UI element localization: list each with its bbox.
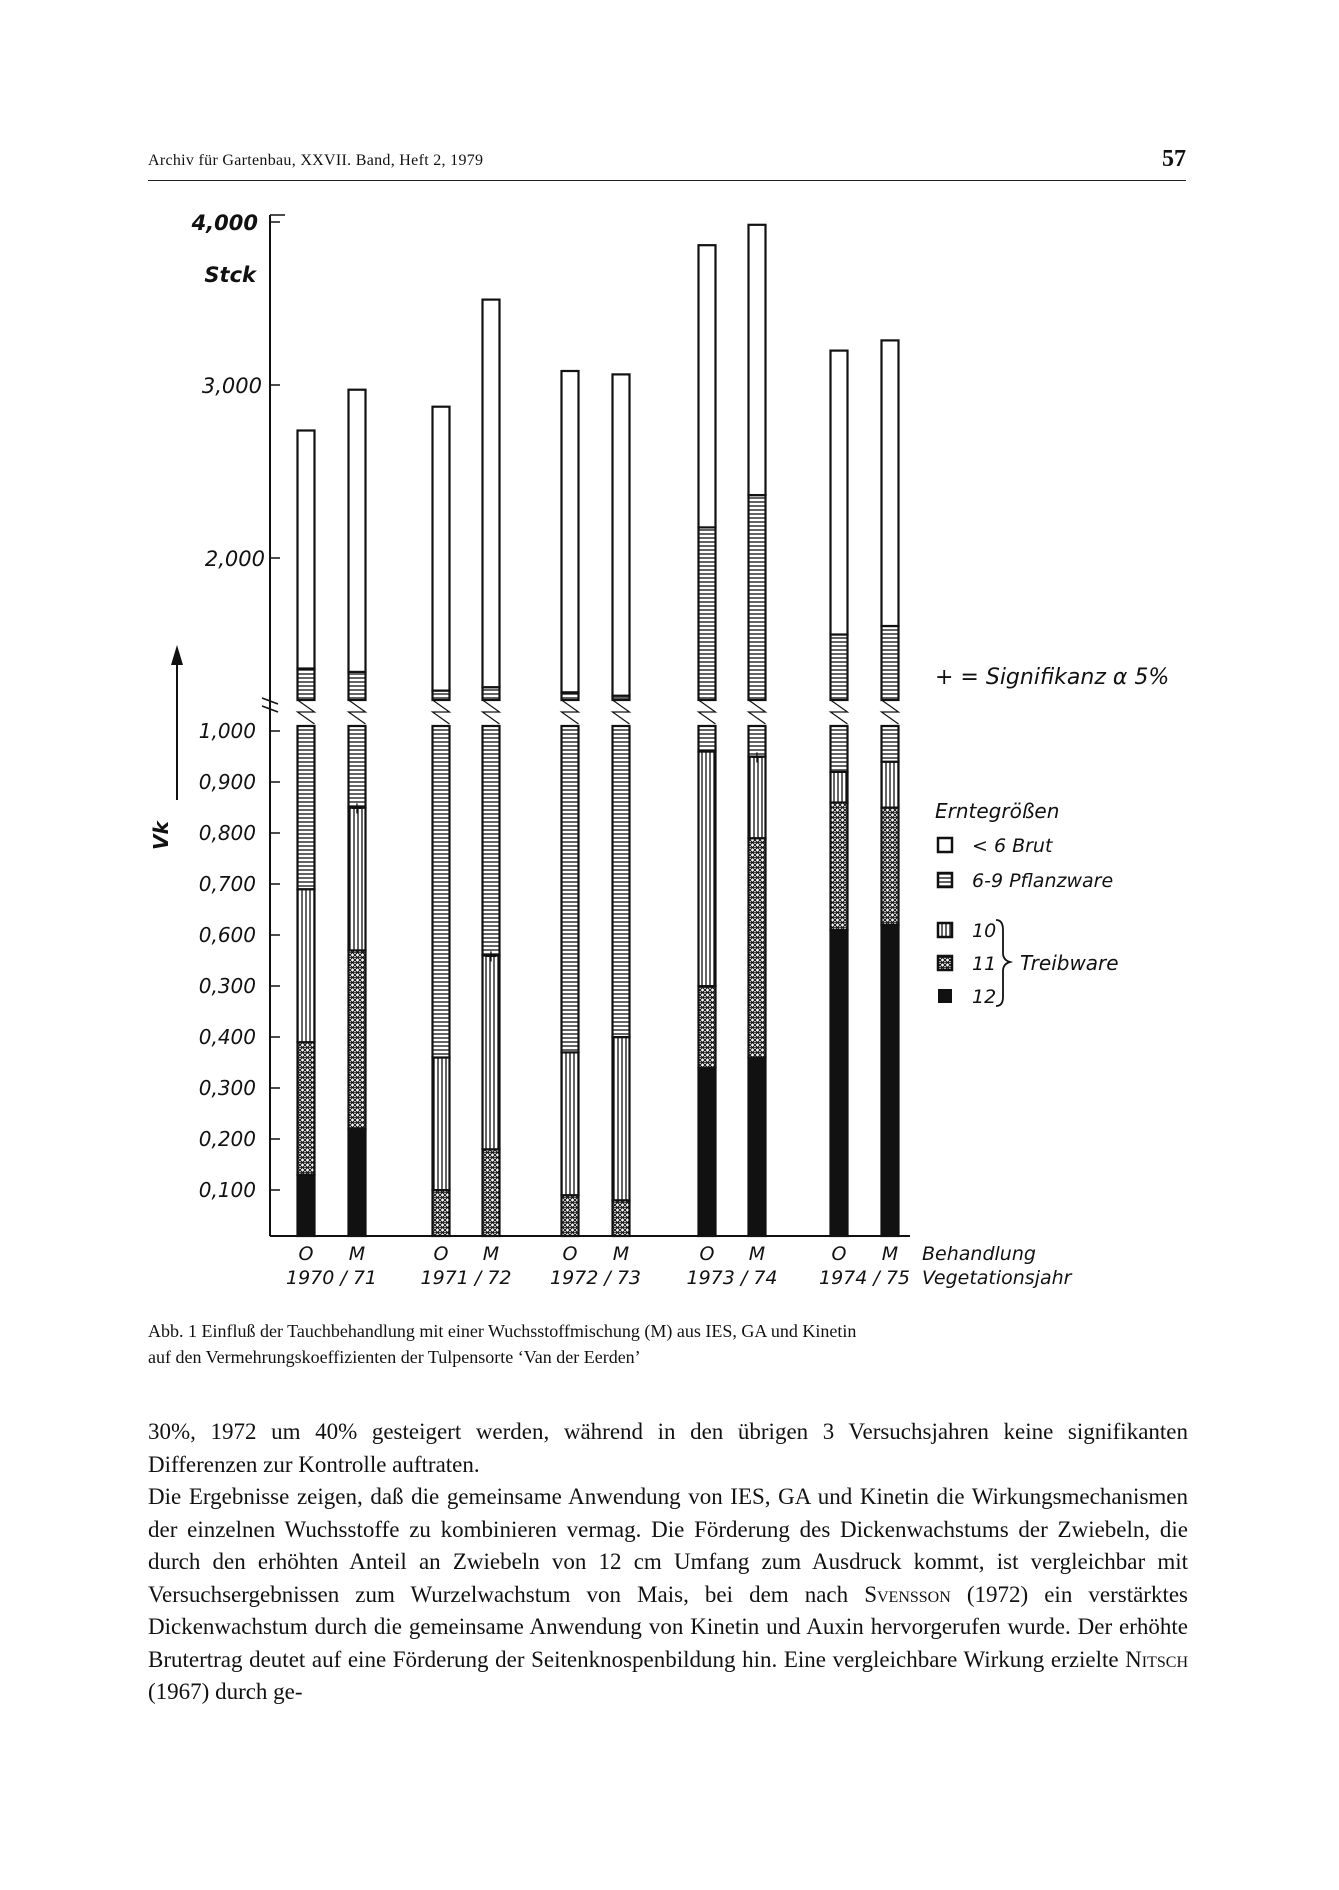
paragraph-2-part-c: (1967) durch ge- [148, 1679, 303, 1704]
tick-0300-b: 0,300 [198, 1076, 256, 1100]
bar-197374-o-g11 [699, 986, 716, 1068]
tick-0700: 0,700 [198, 872, 256, 896]
caption-line-1: Abb. 1 Einfluß der Tauchbehandlung mit einer Wuchsstoffmischung (M) aus IES, GA und Kinetin [148, 1321, 857, 1341]
bar-197374-m-g11 [749, 838, 766, 1057]
bar-197475-o-g12 [831, 930, 848, 1236]
bar-197172-o-pflanz [433, 726, 450, 1058]
significance-note: + = Signifikanz α 5% [935, 665, 1170, 690]
bar-197475-m-pflanz [882, 726, 899, 762]
tick-0100: 0,100 [198, 1178, 256, 1202]
bar-197071-o-g11 [298, 1042, 315, 1175]
bar-197273-m-upper-brut [613, 374, 630, 695]
bar-197475-m-upper-brut [882, 340, 899, 626]
bar-197273-m-pflanz [613, 726, 630, 1037]
tick-3000: 3,000 [201, 374, 262, 398]
bar-197475-o-upper-brut [831, 351, 848, 635]
bar-197071-o-upper-pflanz [298, 669, 315, 701]
lower-ticks [199, 719, 280, 1202]
bar-197172-m-upper-brut [483, 300, 500, 688]
bar-197475-m-g12 [882, 925, 899, 1236]
x-tick-bar-197475-o-treatment: O [831, 1243, 847, 1265]
bar-197071-m-g11 [349, 950, 366, 1129]
x-tick-bar-197071-m-treatment: M [348, 1243, 366, 1265]
x-tick-bar-197273-o-treatment: O [562, 1243, 578, 1265]
legend-swatch-10 [938, 923, 952, 937]
x-tick-bar-197172-m-treatment: M [482, 1243, 500, 1265]
legend-brace [996, 920, 1010, 1006]
legend-title: Erntegrößen [935, 799, 1060, 823]
bar-197475-o-break [831, 700, 848, 724]
bar-197172-o-upper-brut [433, 407, 450, 691]
x-tick-year-0: 1970 / 71 [285, 1267, 378, 1289]
paragraph-1: 30%, 1972 um 40% gesteigert werden, während in den übrigen 3 Versuchsjahren keine signifikanten Differenzen zur Kontrolle auftraten. [148, 1419, 1188, 1477]
x-tick-bar-197273-m-treatment: M [612, 1243, 630, 1265]
bar-197475-o-g10 [831, 772, 848, 803]
x-tick-year-4: 1974 / 75 [818, 1267, 911, 1289]
x-tick-bar-197374-m-treatment: M [748, 1243, 766, 1265]
bar-197475-o-pflanz [831, 726, 848, 772]
bar-197475-m-g11 [882, 808, 899, 925]
bar-197273-m-g11 [613, 1200, 630, 1236]
bar-197374-o-pflanz [699, 726, 716, 752]
page-number: 57 [1162, 146, 1186, 172]
figure-caption [148, 1318, 1188, 1370]
paragraph-2-part-b: (1972) ein verstärktes Dickenwachstum durch die gemeinsame Anwendung von Kinetin und Auxin hervorgerufen wurde. Der erhöhte Brutertrag deutet auf eine Förderung der Seitenknospenbildung hin. Eine vergleichbare Wirkung erzielte [148, 1581, 1189, 1672]
bar-197071-m-g12 [349, 1129, 366, 1236]
bar-197374-m-significance-mark: + [750, 747, 764, 767]
legend-label-brut: < 6 Brut [972, 835, 1053, 857]
bar-197374-m-g12 [749, 1058, 766, 1237]
legend-swatch-pflanz [938, 873, 952, 887]
author-svensson: Svensson [864, 1581, 951, 1607]
bar-197172-m-upper-pflanz [483, 687, 500, 700]
bar-197172-o-g11 [433, 1190, 450, 1236]
bar-197273-o-pflanz [562, 726, 579, 1052]
tick-0900: 0,900 [198, 770, 256, 794]
x-tick-year-2: 1972 / 73 [549, 1267, 642, 1289]
tick-0200: 0,200 [198, 1127, 256, 1151]
paragraph-2-part-a: Die Ergebnisse zeigen, daß die gemeinsame Anwendung von IES, GA und Kinetin die Wirkungsmechanismen der einzelnen Wuchsstoffe zu kombinieren vermag. Die Förderung des Dickenwachstums der Zwiebeln, die durch den erhöhten Anteil an Zwiebeln von 12 cm Umfang zum Ausdruck kommt, ist vergleichbar mit Versuchsergebnissen zum Wurzelwachstum von Mais, bei dem nach [148, 1484, 1188, 1607]
bar-197071-m-break [349, 700, 366, 724]
legend-swatch-brut [938, 838, 952, 852]
bar-197071-m-g10 [349, 808, 366, 951]
legend-group-treibware: Treibware [1020, 951, 1119, 975]
bars-group [298, 225, 899, 1236]
bar-197374-m-upper-pflanz [749, 495, 766, 700]
x-label-behandlung: Behandlung [922, 1243, 1036, 1265]
legend-label-pflanz: 6-9 Pflanzware [972, 870, 1114, 892]
legend-label-10: 10 [972, 920, 997, 942]
bar-197071-o-g12 [298, 1175, 315, 1236]
bar-197071-o-g10 [298, 889, 315, 1042]
x-labels [286, 1243, 910, 1289]
legend-label-12: 12 [972, 986, 997, 1008]
legend-swatch-12 [938, 989, 952, 1003]
bar-197374-o-break [699, 700, 716, 724]
author-nitsch: Nitsch [1125, 1646, 1188, 1672]
tick-2000: 2,000 [204, 547, 265, 571]
bar-197071-o-break [298, 700, 315, 724]
tick-0800: 0,800 [198, 821, 256, 845]
bar-197172-m-significance-mark: + [484, 946, 498, 966]
bar-197172-m-break [483, 700, 500, 724]
legend-label-11: 11 [972, 953, 997, 975]
x-label-vegetationsjahr: Vegetationsjahr [922, 1267, 1072, 1289]
bar-197475-m-g10 [882, 762, 899, 808]
bar-197071-m-pflanz [349, 726, 366, 808]
bar-197172-o-break [433, 700, 450, 724]
bar-197071-m-upper-pflanz [349, 672, 366, 700]
bar-197475-m-upper-pflanz [882, 626, 899, 700]
x-tick-bar-197374-o-treatment: O [699, 1243, 715, 1265]
bar-197273-o-upper-brut [562, 371, 579, 692]
bar-197374-m-break [749, 700, 766, 724]
vk-arrow-head [171, 645, 183, 665]
bar-197374-o-g12 [699, 1068, 716, 1236]
bar-197374-o-upper-brut [699, 245, 716, 527]
x-tick-year-1: 1971 / 72 [420, 1267, 512, 1289]
y-label-stck: Stck [204, 263, 256, 287]
journal-citation: Archiv für Gartenbau, XXVII. Band, Heft 2, 1979 [148, 152, 484, 169]
bar-197475-m-break [882, 700, 899, 724]
bar-197374-o-upper-pflanz [699, 527, 716, 700]
bar-197172-m-pflanz [483, 726, 500, 956]
bar-197172-o-upper-pflanz [433, 691, 450, 700]
bar-197071-m-significance-mark: + [350, 798, 364, 818]
bar-197374-o-g10 [699, 752, 716, 987]
y-label-vk: Vk [149, 821, 173, 850]
bar-197273-m-g10 [613, 1037, 630, 1200]
bar-197273-o-break [562, 700, 579, 724]
x-tick-bar-197172-o-treatment: O [433, 1243, 449, 1265]
bar-197273-o-g10 [562, 1052, 579, 1195]
bar-197475-o-g11 [831, 803, 848, 931]
tick-1000: 1,000 [198, 719, 256, 743]
x-tick-bar-197071-o-treatment: O [298, 1243, 314, 1265]
bar-197475-o-upper-pflanz [831, 635, 848, 701]
tick-4000: 4,000 [191, 211, 258, 235]
tick-0600: 0,600 [198, 923, 256, 947]
bar-197273-o-g11 [562, 1195, 579, 1236]
legend [935, 799, 1119, 1008]
bar-197172-m-g11 [483, 1149, 500, 1236]
bar-197374-m-g10 [749, 757, 766, 839]
body-text [148, 1416, 1188, 1709]
caption-line-2: auf den Vermehrungskoeffizienten der Tulpensorte ‘Van der Eerden’ [148, 1347, 641, 1367]
legend-swatch-11 [938, 956, 952, 970]
bar-197374-m-upper-brut [749, 225, 766, 495]
tick-0300-a: 0,300 [198, 974, 256, 998]
bar-197273-m-break [613, 700, 630, 724]
tick-0400: 0,400 [198, 1025, 256, 1049]
paragraph-2 [148, 1481, 1188, 1709]
x-tick-bar-197475-m-treatment: M [881, 1243, 899, 1265]
x-tick-year-3: 1973 / 74 [686, 1267, 778, 1289]
bar-197172-o-g10 [433, 1058, 450, 1191]
bar-197071-o-pflanz [298, 726, 315, 889]
bar-197172-m-g10 [483, 956, 500, 1150]
bar-197071-m-upper-brut [349, 390, 366, 672]
bar-197071-o-upper-brut [298, 431, 315, 669]
bar-197273-o-upper-pflanz [562, 692, 579, 700]
